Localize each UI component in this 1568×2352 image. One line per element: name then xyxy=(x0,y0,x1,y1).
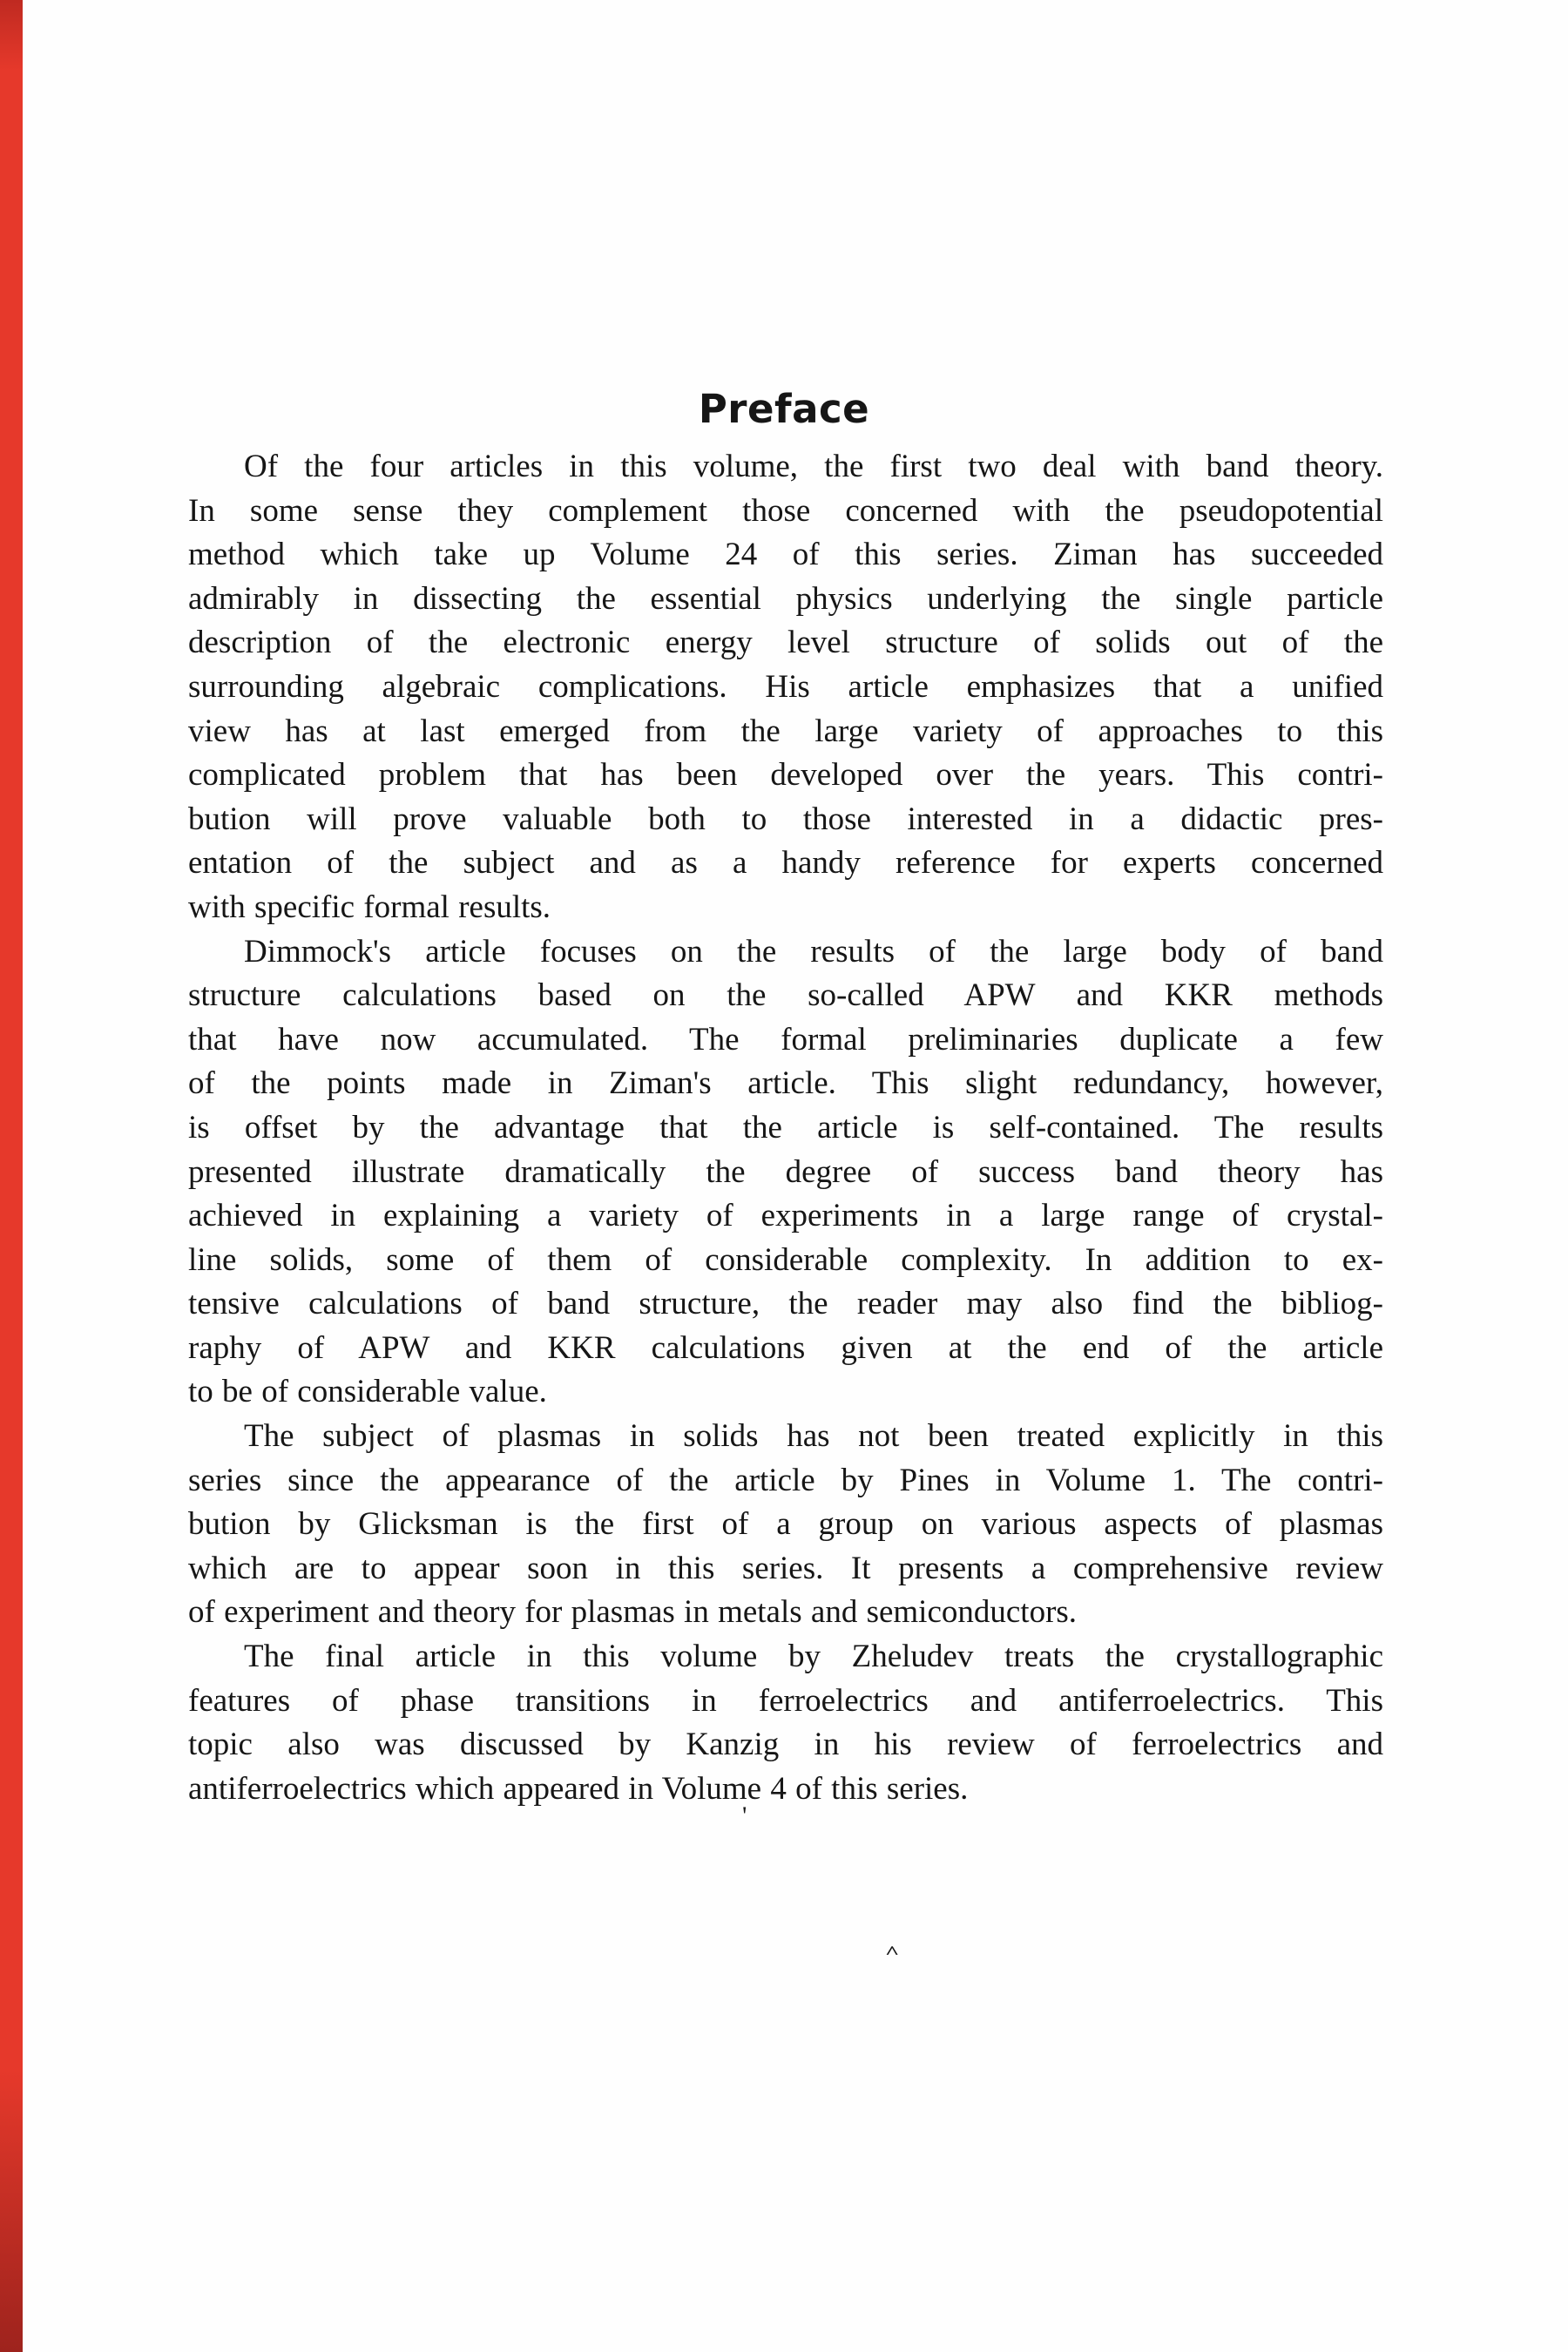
text-block xyxy=(188,445,1383,1811)
text-line: achieved in explaining a variety of experiments in a large range of crystal- xyxy=(188,1198,1383,1234)
text-line: The final article in this volume by Zheludev treats the crystallographic xyxy=(244,1639,1383,1675)
text-line: bution will prove valuable both to those interested in a didactic pres- xyxy=(188,801,1383,837)
text-line: admirably in dissecting the essential physics underlying the single particle xyxy=(188,580,1383,617)
text-line: with specific formal results. xyxy=(188,889,551,925)
text-line: The subject of plasmas in solids has not been treated explicitly in this xyxy=(244,1418,1383,1455)
text-line: In some sense they complement those concerned with the pseudopotential xyxy=(188,492,1383,529)
text-line: tensive calculations of band structure, the reader may also find the bibliog- xyxy=(188,1286,1383,1322)
text-line: surrounding algebraic complications. His article emphasizes that a unified xyxy=(188,668,1383,705)
text-line: Of the four articles in this volume, the first two deal with band theory. xyxy=(244,449,1383,484)
text-line: Dimmock's article focuses on the results of the large body of band xyxy=(244,933,1383,970)
text-line: description of the electronic energy level structure of solids out of the xyxy=(188,625,1383,661)
text-line: presented illustrate dramatically the degree of success band theory has xyxy=(188,1153,1383,1190)
ink-speck-1: ' xyxy=(742,1801,747,1830)
text-line: is offset by the advantage that the article is self-contained. The results xyxy=(188,1109,1383,1146)
text-line: structure calculations based on the so-called APW and KKR methods xyxy=(188,977,1383,1014)
text-line: entation of the subject and as a handy reference for experts concerned xyxy=(188,845,1383,882)
text-line: series since the appearance of the article by Pines in Volume 1. The contri- xyxy=(188,1462,1383,1498)
text-line: complicated problem that has been developed over the years. This contri- xyxy=(188,757,1383,794)
text-line: method which take up Volume 24 of this series. Ziman has succeeded xyxy=(188,537,1383,573)
text-line: of the points made in Ziman's article. This slight redundancy, however, xyxy=(188,1065,1383,1102)
text-line: topic also was discussed by Kanzig in his review of ferroelectrics and xyxy=(188,1727,1383,1763)
page-title: Preface xyxy=(698,386,870,433)
text-line: antiferroelectrics which appeared in Volume 4 of this series. xyxy=(188,1770,969,1807)
text-line: which are to appear soon in this series. It presents a comprehensive review xyxy=(188,1550,1383,1586)
text-line: view has at last emerged from the large variety of approaches to this xyxy=(188,713,1383,749)
text-line: features of phase transitions in ferroelectrics and antiferroelectrics. This xyxy=(188,1682,1383,1719)
text-line: that have now accumulated. The formal preliminaries duplicate a few xyxy=(188,1021,1383,1058)
text-line: raphy of APW and KKR calculations given at the end of the article xyxy=(188,1329,1383,1366)
text-line: of experiment and theory for plasmas in metals and semiconductors. xyxy=(188,1594,1078,1631)
text-line: line solids, some of them of considerable complexity. In addition to ex- xyxy=(188,1241,1383,1278)
ink-speck-2: ^ xyxy=(885,1943,900,1963)
text-line: to be of considerable value. xyxy=(188,1374,547,1410)
text-line: bution by Glicksman is the first of a group on various aspects of plasmas xyxy=(188,1506,1383,1543)
book-spine-red-edge xyxy=(0,0,23,2352)
